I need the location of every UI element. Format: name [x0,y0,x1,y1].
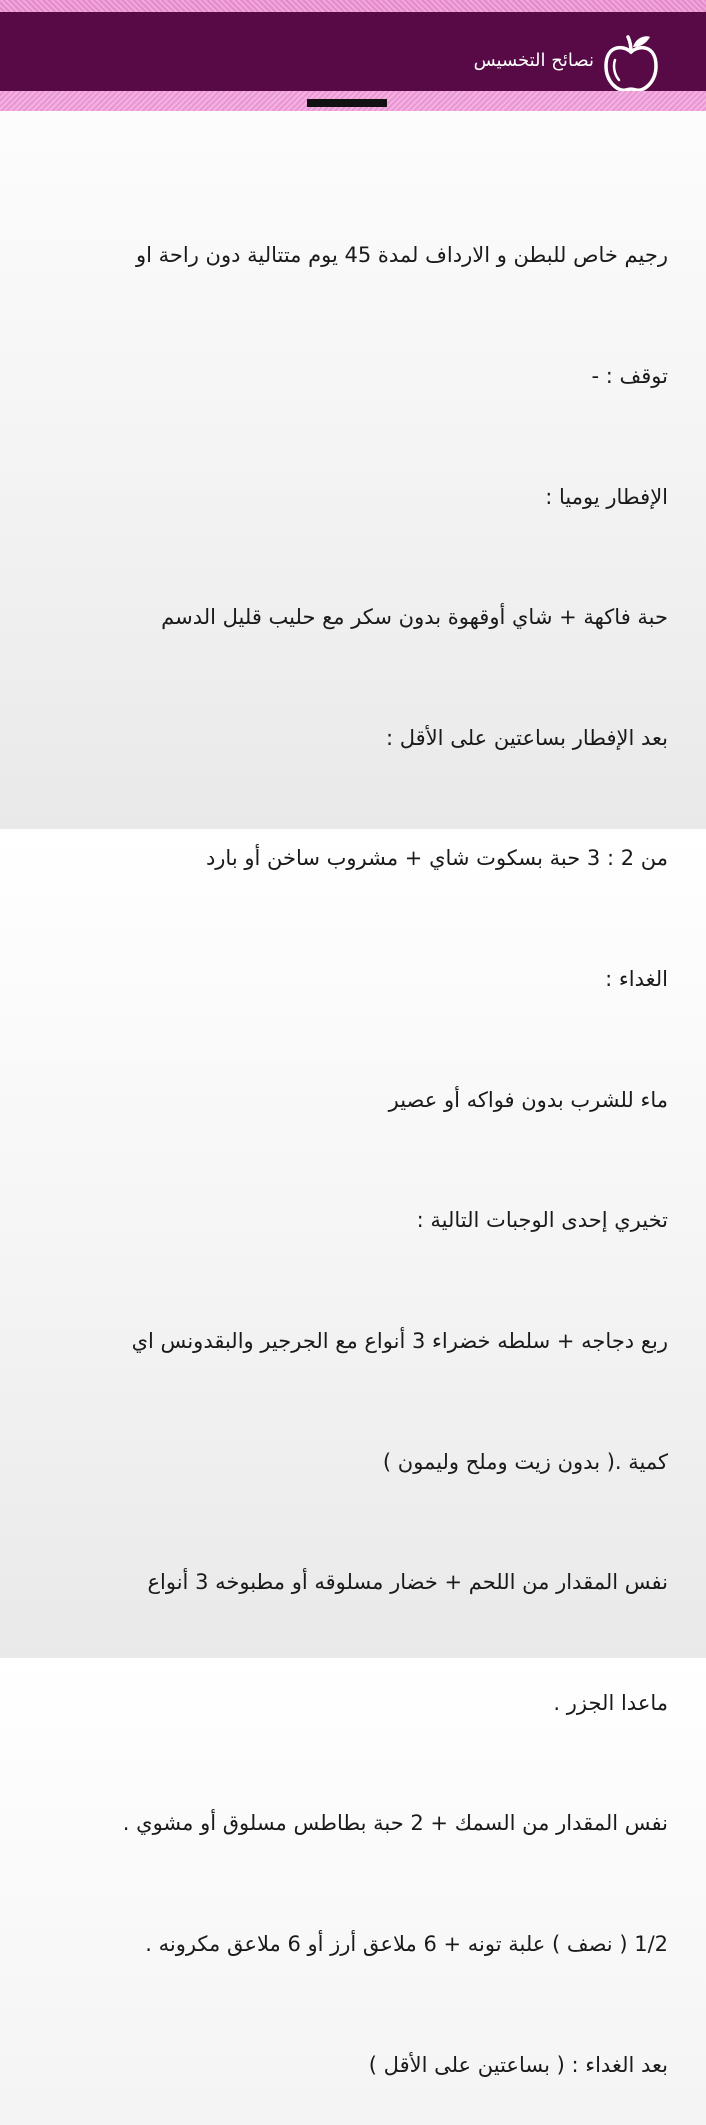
article-line: الغداء : [605,967,668,992]
app-header [0,12,706,91]
article-line: تخيري إحدى الوجبات التالية : [416,1208,668,1233]
article-line: نفس المقدار من السمك + 2 حبة بطاطس مسلوق أو مشوي . [122,1811,668,1836]
article-line: حبة فاكهة + شاي أوقهوة بدون سكر مع حليب قليل الدسم [161,605,668,630]
app-title: نصائح التخسيس [473,50,594,71]
apple-outline-icon [600,32,662,96]
article-line: الإفطار يوميا : [545,484,668,509]
article-line: بعد الغداء : ( بساعتين على الأقل ) [368,2052,668,2077]
article-line: رجيم خاص للبطن و الارداف لمدة 45 يوم متتالية دون راحة او [135,243,668,268]
article-line: بعد الإفطار بساعتين على الأقل : [386,725,668,750]
article-line: ربع دجاجه + سلطه خضراء 3 أنواع مع الجرجير والبقدونس اي [131,1328,668,1353]
article-line: من 2 : 3 حبة بسكوت شاي + مشروب ساخن أو بارد [205,846,668,871]
article-line: توقف : - [591,364,668,389]
article-line: كمية .( بدون زيت وملح وليمون ) [382,1449,668,1474]
article-line: نفس المقدار من اللحم + خضار مسلوقه أو مطبوخه 3 أنواع [147,1570,668,1595]
article-body [28,155,668,2125]
top-pattern-strip [0,0,706,12]
article-line: ماعدا الجزر . [553,1690,668,1715]
pager-indicator [307,99,387,107]
article-line: ماء للشرب بدون فواكه أو عصير [388,1087,668,1112]
article-line: 1/2 ( نصف ) علبة تونه + 6 ملاعق أرز أو 6 ملاعق مكرونه . [145,1931,668,1956]
